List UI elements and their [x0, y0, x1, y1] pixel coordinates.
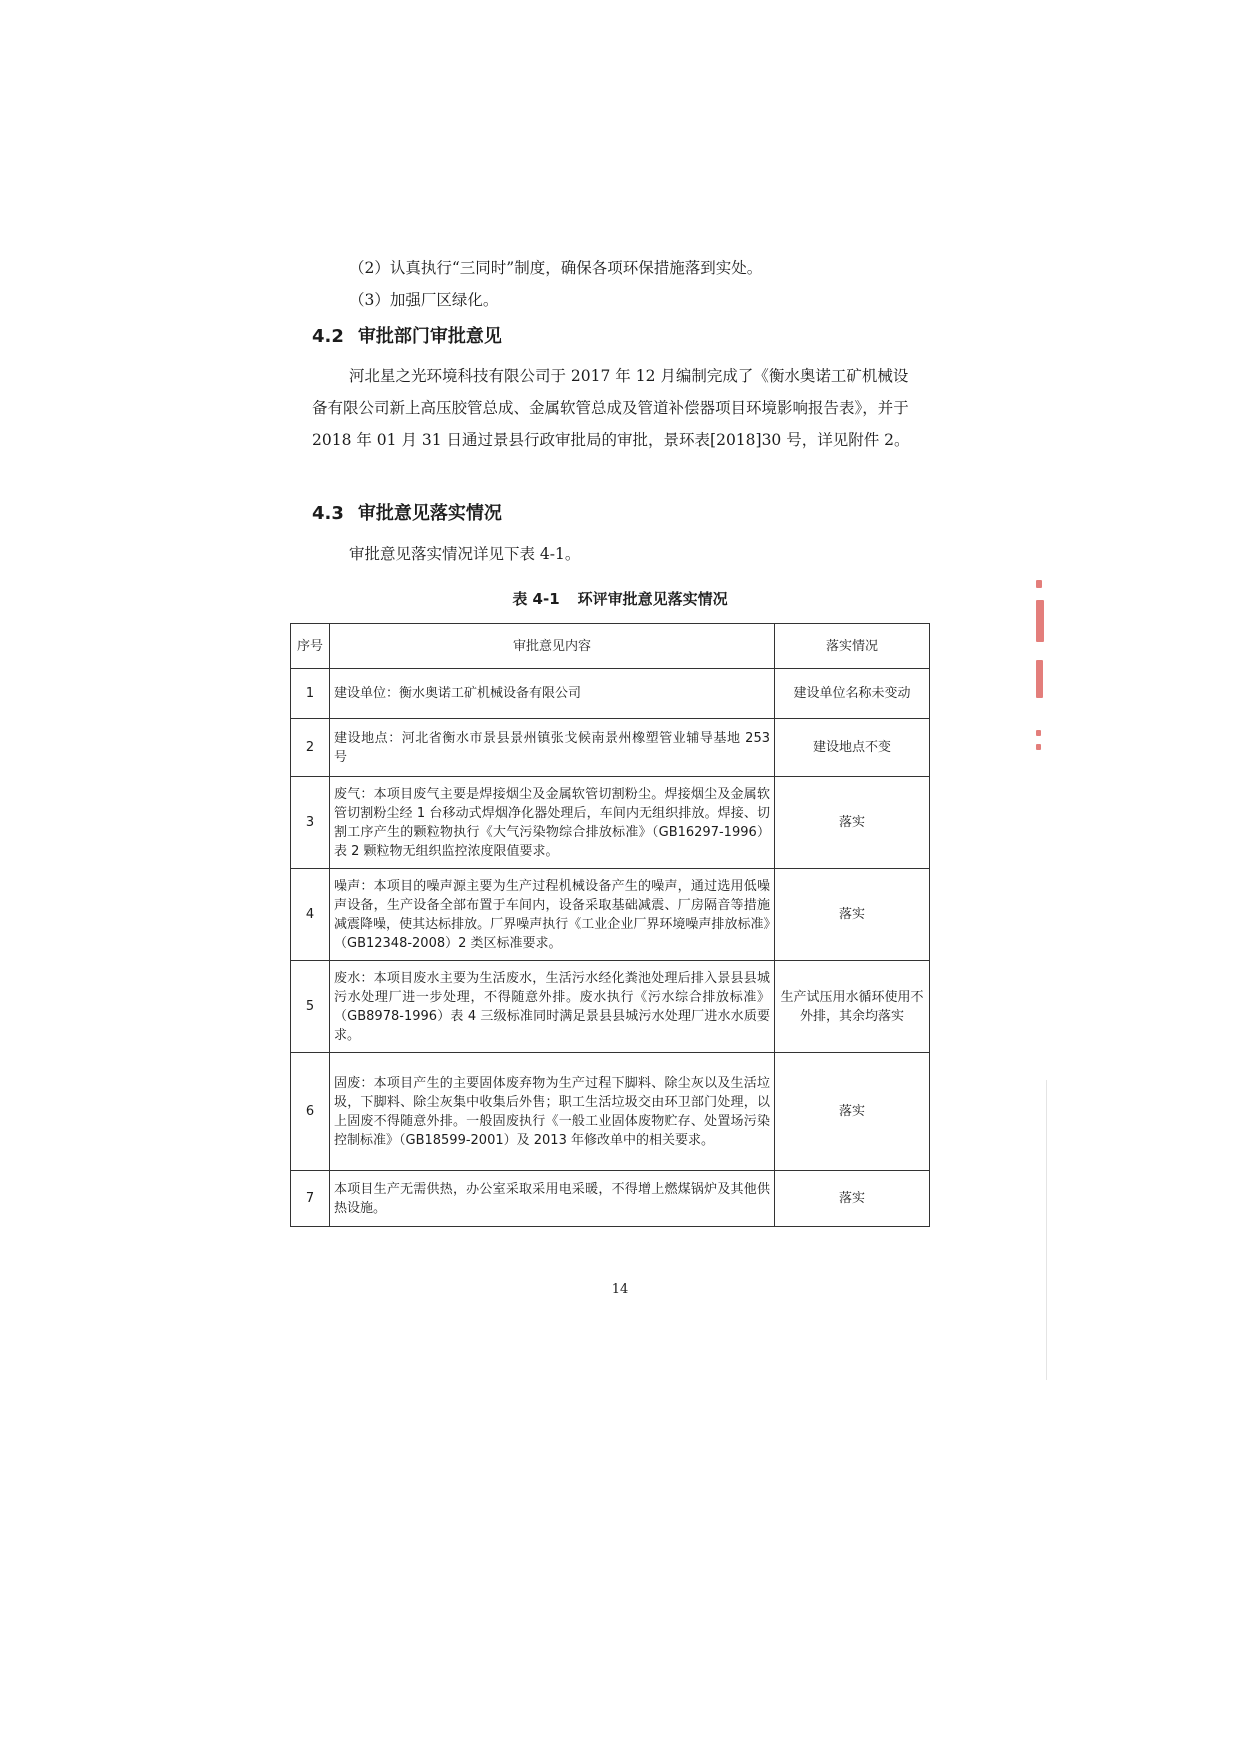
approval-table — [290, 623, 930, 1227]
row-status: 建设单位名称未变动 — [775, 669, 930, 719]
header-index: 序号 — [291, 624, 330, 669]
row-index: 4 — [291, 869, 330, 961]
section-title: 审批意见落实情况 — [357, 503, 502, 524]
row-content: 废水：本项目废水主要为生活废水，生活污水经化粪池处理后排入景县县城污水处理厂进一步处理，不得随意外排。废水执行《污水综合排放标准》（GB8978-1996）表 4 三级标准同时满足景县县城污水处理厂进水水质要求。 — [330, 961, 775, 1053]
stamp-edge-marks — [1036, 580, 1050, 760]
table-header-row — [291, 624, 930, 669]
table-row — [291, 961, 930, 1053]
section-4-3-paragraph: 审批意见落实情况详见下表 4-1。 — [349, 545, 581, 563]
table-caption-title: 环评审批意见落实情况 — [577, 590, 728, 608]
row-content: 废气：本项目废气主要是焊接烟尘及金属软管切割粉尘。焊接烟尘及金属软管切割粉尘经 1 台移动式焊烟净化器处理后，车间内无组织排放。焊接、切割工序产生的颗粒物执行《大气污染物综合排放标准》（GB16297-1996）表 2 颗粒物无组织监控浓度限值要求。 — [330, 777, 775, 869]
table-row — [291, 1171, 930, 1227]
row-content: 噪声：本项目的噪声源主要为生产过程机械设备产生的噪声，通过选用低噪声设备，生产设备全部布置于车间内，设备采取基础减震、厂房隔音等措施减震降噪，使其达标排放。厂界噪声执行《工业企业厂界环境噪声排放标准》（GB12348-2008）2 类区标准要求。 — [330, 869, 775, 961]
table-row — [291, 719, 930, 777]
row-status: 落实 — [775, 1053, 930, 1171]
header-content: 审批意见内容 — [330, 624, 775, 669]
page-number: 14 — [611, 1282, 629, 1297]
table-row — [291, 1053, 930, 1171]
section-heading-4-3 — [312, 498, 502, 530]
row-index: 7 — [291, 1171, 330, 1227]
row-index: 3 — [291, 777, 330, 869]
row-content: 固废：本项目产生的主要固体废弃物为生产过程下脚料、除尘灰以及生活垃圾，下脚料、除尘灰集中收集后外售；职工生活垃圾交由环卫部门处理，以上固废不得随意外排。一般固废执行《一般工业固体废物贮存、处置场污染控制标准》（GB18599-2001）及 2013 年修改单中的相关要求。 — [330, 1053, 775, 1171]
row-status: 生产试压用水循环使用不外排，其余均落实 — [775, 961, 930, 1053]
table-caption — [0, 588, 1240, 609]
row-index: 5 — [291, 961, 330, 1053]
section-number: 4.2 — [312, 326, 344, 347]
table-row — [291, 669, 930, 719]
row-content: 建设单位：衡水奥诺工矿机械设备有限公司 — [330, 669, 775, 719]
row-status: 落实 — [775, 1171, 930, 1227]
row-status: 落实 — [775, 869, 930, 961]
row-content: 建设地点：河北省衡水市景县景州镇张戈候南景州橡塑管业辅导基地 253 号 — [330, 719, 775, 777]
table-caption-number: 表 4-1 — [512, 590, 560, 608]
row-status: 落实 — [775, 777, 930, 869]
table-row — [291, 869, 930, 961]
scan-edge-line — [1046, 1080, 1047, 1380]
section-4-2-paragraph: 河北星之光环境科技有限公司于 2017 年 12 月编制完成了《衡水奥诺工矿机械设备有限公司新上高压胶管总成、金属软管总成及管道补偿器项目环境影响报告表》，并于 2018 年 01 月 31 日通过景县行政审批局的审批，景环表[2018]30 号，详见附件 2。 — [312, 367, 910, 449]
row-index: 6 — [291, 1053, 330, 1171]
row-index: 1 — [291, 669, 330, 719]
table-row — [291, 777, 930, 869]
section-title: 审批部门审批意见 — [357, 326, 502, 347]
list-item-3: （3）加强厂区绿化。 — [349, 291, 499, 309]
row-content: 本项目生产无需供热，办公室采取采用电采暖，不得增上燃煤锅炉及其他供热设施。 — [330, 1171, 775, 1227]
row-status: 建设地点不变 — [775, 719, 930, 777]
row-index: 2 — [291, 719, 330, 777]
section-heading-4-2 — [312, 321, 502, 353]
list-item-2: （2）认真执行“三同时”制度，确保各项环保措施落到实处。 — [349, 259, 763, 277]
section-number: 4.3 — [312, 503, 344, 524]
header-status: 落实情况 — [775, 624, 930, 669]
